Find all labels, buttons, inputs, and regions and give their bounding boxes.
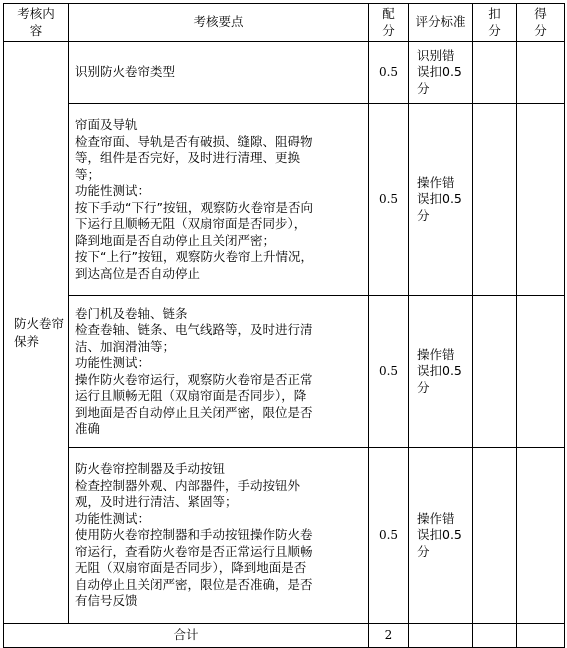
total-label: 合计	[4, 624, 369, 648]
criteria-line: 分	[417, 543, 430, 559]
criteria-cell	[409, 296, 473, 448]
gain-cell[interactable]	[517, 296, 565, 448]
criteria-line: 误扣0.5	[417, 191, 462, 207]
criteria-line: 误扣0.5	[417, 363, 462, 379]
criteria-line: 操作错	[417, 174, 455, 190]
deduct-cell[interactable]	[473, 42, 517, 104]
points-line: 自动停止且关闭严密，限位是否准确，是否	[75, 576, 313, 592]
header-row	[4, 4, 565, 42]
points-line: 等；	[75, 166, 101, 182]
points-line: 使用防火卷帘控制器和手动按钮操作防火卷	[75, 527, 313, 543]
score-cell: 0.5	[369, 448, 409, 624]
points-line: 到地面是否自动停止且关闭严密，限位是否	[75, 404, 313, 420]
header-gain: 得分	[517, 4, 565, 42]
points-line: 检查卷轴、链条、电气线路等，及时进行清	[75, 322, 313, 337]
points-line: 检查控制器外观、内部器件，手动按钮外	[75, 477, 301, 493]
criteria-line: 分	[417, 207, 430, 223]
criteria-line: 误扣0.5	[417, 64, 462, 80]
points-line: 帘面及导轨	[75, 117, 138, 132]
total-criteria-cell	[409, 624, 473, 648]
criteria-line: 操作错	[417, 510, 455, 526]
points-line: 识别防火卷帘类型	[75, 64, 176, 80]
table-row	[4, 448, 565, 624]
points-cell	[69, 448, 369, 624]
points-line: 下运行且顺畅无阻（双扇帘面是否同步），	[75, 216, 307, 231]
header-deduct: 扣分	[473, 4, 517, 42]
header-criteria: 评分标准	[409, 4, 473, 42]
points-line: 降到地面是否自动停止且关闭严密；	[75, 232, 276, 248]
deduct-cell[interactable]	[473, 448, 517, 624]
gain-cell[interactable]	[517, 448, 565, 624]
total-gain-cell[interactable]	[517, 624, 565, 648]
points-line: 检查帘面、导轨是否有破损、缝隙、阻碍物	[75, 133, 313, 149]
gain-cell[interactable]	[517, 42, 565, 104]
points-line: 运行且顺畅无阻（双扇帘面是否同步），降	[75, 388, 307, 403]
assessment-table	[3, 3, 565, 648]
points-line: 功能性测试：	[75, 355, 151, 370]
criteria-line: 误扣0.5	[417, 527, 462, 543]
header-score: 配分	[369, 4, 409, 42]
criteria-line: 分	[417, 379, 430, 395]
points-line: 等，组件是否完好，及时进行清理、更换	[75, 150, 301, 165]
table-row	[4, 42, 565, 104]
criteria-line: 分	[417, 80, 430, 96]
criteria-line: 识别错	[417, 47, 455, 63]
points-line: 观，及时进行清洁、紧固等；	[75, 494, 238, 510]
points-line: 洁、加润滑油等；	[75, 338, 176, 354]
points-line: 准确	[75, 421, 101, 436]
deduct-cell[interactable]	[473, 104, 517, 296]
table-body	[4, 42, 565, 648]
points-line: 按下手动“下行”按钮，观察防火卷帘是否向	[75, 199, 313, 215]
total-score: 2	[369, 624, 409, 648]
score-cell: 0.5	[369, 296, 409, 448]
points-line: 防火卷帘控制器及手动按钮	[75, 461, 226, 477]
points-line: 帘运行，查看防火卷帘是否正常运行且顺畅	[75, 543, 313, 559]
criteria-line: 操作错	[417, 346, 455, 362]
category-label: 防火卷帘保养	[14, 315, 65, 349]
points-line: 功能性测试：	[75, 510, 151, 526]
deduct-cell[interactable]	[473, 296, 517, 448]
points-line: 卷门机及卷轴、链条	[75, 305, 188, 321]
points-line: 操作防火卷帘运行，观察防火卷帘是否正常	[75, 371, 313, 387]
points-line: 按下“上行”按钮，观察防火卷帘上升情况，	[75, 249, 313, 264]
table-row	[4, 296, 565, 448]
criteria-cell	[409, 448, 473, 624]
points-cell	[69, 104, 369, 296]
total-deduct-cell[interactable]	[473, 624, 517, 648]
points-line: 到达高位是否自动停止	[75, 265, 201, 281]
criteria-cell	[409, 104, 473, 296]
score-cell: 0.5	[369, 104, 409, 296]
category-cell	[4, 42, 69, 624]
points-cell	[69, 296, 369, 448]
gain-cell[interactable]	[517, 104, 565, 296]
points-line: 无阻（双扇帘面是否同步），降到地面是否	[75, 560, 307, 576]
score-cell: 0.5	[369, 42, 409, 104]
header-points: 考核要点	[69, 4, 369, 42]
points-line: 有信号反馈	[75, 593, 138, 609]
points-cell	[69, 42, 369, 104]
header-content: 考核内容	[4, 4, 69, 42]
points-line: 功能性测试：	[75, 183, 151, 198]
criteria-cell	[409, 42, 473, 104]
table-row	[4, 104, 565, 296]
total-row	[4, 624, 565, 648]
